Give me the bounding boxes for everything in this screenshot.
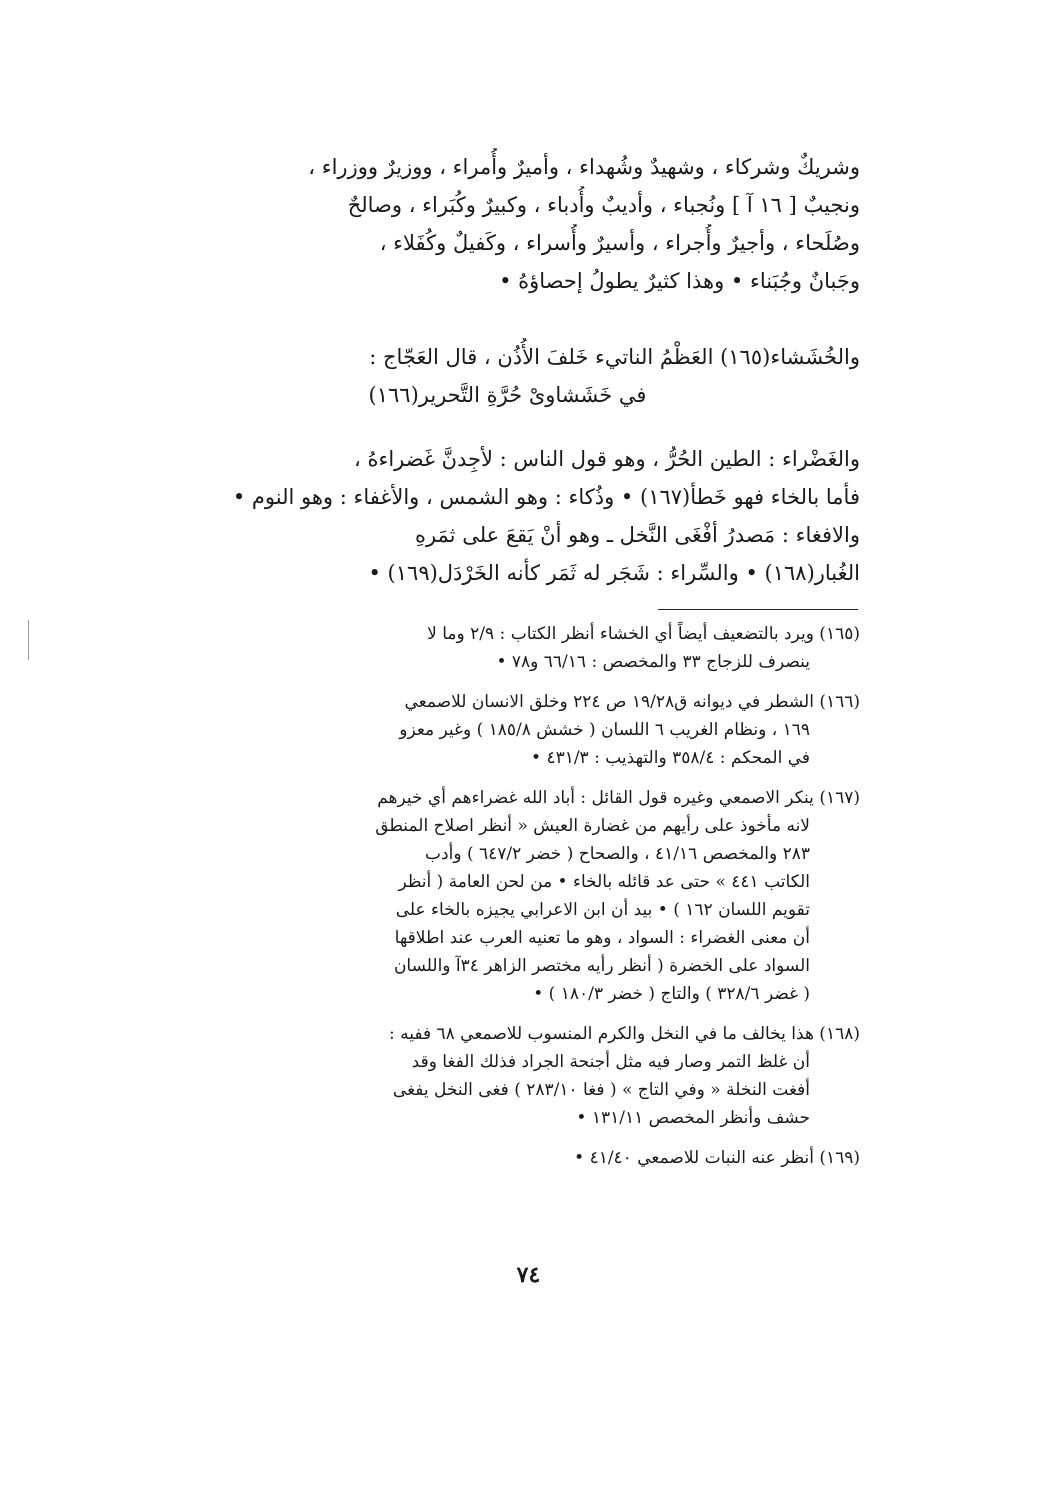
footnote-line: لانه مأخوذ على رأيهم من غضارة العيش « أنظر اصلاح المنطق [375,816,810,836]
footnote-line: أن معنى الغضراء : السواد ، وهو ما تعنيه العرب عند اطلاقها [394,928,810,948]
footnote-line: ٢٨٣ والمخصص ٤١/١٦ ، والصحاح ( خضر ٦٤٧/٢ ) وأدب [425,844,810,864]
text-line: الغُبار(١٦٨) • والسِّراء : شَجَر له ثَمَر كأنه الخَرْدَل(١٦٩) • [368,561,860,585]
main-text [195,148,860,300]
footnote-166 [195,688,860,772]
paragraph-1 [195,148,860,300]
footnote-line: أن غلظ التمر وصار فيه مثل أجنحة الجراد فذلك الفغا وقد [411,1052,810,1072]
verse-line: في خَشَشاوىْ حُرَّةِ التَّحرير(١٦٦) [368,383,647,407]
footnote-line: (١٦٧) ينكر الاصمعي وغيره قول القائل : أباد الله غضراءهم أي خيرهم [377,788,860,808]
main-text-2 [195,338,860,414]
text-line: والغَضْراء : الطين الحُرُّ ، وهو قول الناس : لأجِدنَّ غَضراءهُ ، [353,447,860,471]
text-line: وشريكٌ وشركاء ، وشهيدٌ وشُهداء ، وأميرٌ وأُمراء ، ووزيرٌ ووزراء ، [308,155,860,179]
text-line: وصُلَحاء ، وأجيرٌ وأُجراء ، وأسيرٌ وأُسراء ، وكَفيلٌ وكُفَلاء ، [379,231,860,255]
footnotes [195,620,860,1184]
text-line: فأما بالخاء فهو خَطأ(١٦٧) • وذُكاء : وهو الشمس ، والأغفاء : وهو النوم • [232,485,860,509]
footnote-line: في المحكم : ٣٥٨/٤ والتهذيب : ٤٣١/٣ • [531,748,810,768]
footnote-line: حشف وأنظر المخصص ١٣١/١١ • [576,1108,810,1128]
footnote-169 [195,1144,860,1172]
footnote-line: الكاتب ٤٤١ » حتى عد قائله بالخاء • من لحن العامة ( أنظر [398,872,810,892]
footnote-168 [195,1020,860,1132]
footnote-line: ١٦٩ ، ونظام الغريب ٦ اللسان ( خشش ١٨٥/٨ ) وغير معزو [399,720,810,740]
text-line: وجَبانٌ وجُبَناء • وهذا كثيرٌ يطولُ إحصاؤهُ • [499,269,860,293]
text-line: ونجيبٌ [ ١٦ آ ] ونُجباء ، وأديبٌ وأُدباء ، وكبيرٌ وكُبَراء ، وصالحٌ [347,193,860,217]
footnote-line: (١٦٨) هذا يخالف ما في النخل والكرم المنسوب للاصمعي ٦٨ ففيه : [388,1024,860,1044]
footnote-line: تقويم اللسان ١٦٢ ) • بيد أن ابن الاعرابي يجيزه بالخاء على [395,900,810,920]
footnote-165 [195,620,860,676]
page-number: ٧٤ [516,1262,541,1288]
text-line: والخُشَشاء(١٦٥) العَظْمُ الناتيء خَلفَ الأُذُن ، قال العَجّاج : [369,345,860,369]
footnote-line: ( غضر ٣٢٨/٦ ) والتاج ( خضر ١٨٠/٣ ) • [533,984,810,1004]
footnote-divider [658,609,858,610]
footnote-167 [195,784,860,1008]
footnote-line: (١٦٩) أنظر عنه النبات للاصمعي ٤١/٤٠ • [574,1148,860,1168]
main-text-3 [195,440,860,592]
footnote-line: (١٦٥) ويرد بالتضعيف أيضاً أي الخشاء أنظر الكتاب : ٢/٩ وما لا [427,624,860,644]
scan-artifact [28,620,37,660]
footnote-line: ينصرف للزجاج ٣٣ والمخصص : ٦٦/١٦ و٧٨ • [496,652,810,672]
footnote-line: أفغت النخلة « وفي التاج » ( فغا ٢٨٣/١٠ ) فغى النخل يفغى [392,1080,810,1100]
footnote-line: السواد على الخضرة ( أنظر رأيه مختصر الزاهر ٣٤آ واللسان [393,956,810,976]
text-line: والافغاء : مَصدرُ أفْغَى النَّخل ـ وهو أنْ يَقعَ على ثمَرهِ [414,523,860,547]
footnote-line: (١٦٦) الشطر في ديوانه ق١٩/٢٨ ص ٢٢٤ وخلق الانسان للاصمعي [404,692,860,712]
